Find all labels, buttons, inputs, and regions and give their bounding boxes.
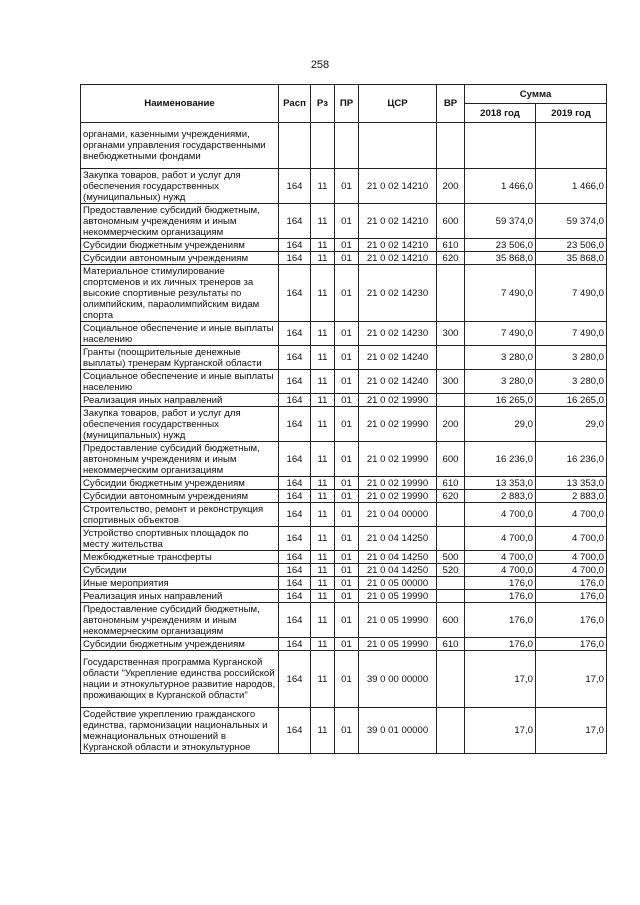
cell-sum-2019: 13 353,0 [536, 477, 607, 490]
cell-sum-2019: 176,0 [536, 577, 607, 590]
cell-name: органами, казенными учреждениями, органами управления государственными внебюджетными фондами [81, 123, 279, 169]
cell-vr [437, 590, 465, 603]
cell-sum-2019: 17,0 [536, 708, 607, 754]
cell-sum-2019: 3 280,0 [536, 370, 607, 394]
cell-vr [437, 265, 465, 322]
cell-sum-2019: 23 506,0 [536, 239, 607, 252]
table-row [81, 708, 607, 754]
cell-name: Межбюджетные трансферты [81, 551, 279, 564]
cell-sum-2019: 7 490,0 [536, 322, 607, 346]
cell-vr: 600 [437, 442, 465, 477]
cell-pr: 01 [335, 239, 359, 252]
cell-sum-2018: 7 490,0 [465, 322, 536, 346]
cell-sum-2019: 59 374,0 [536, 204, 607, 239]
cell-pr: 01 [335, 577, 359, 590]
cell-sum-2018: 4 700,0 [465, 503, 536, 527]
header-name: Наименование [81, 85, 279, 123]
cell-sum-2019: 4 700,0 [536, 503, 607, 527]
table-row [81, 204, 607, 239]
cell-rz: 11 [311, 322, 335, 346]
cell-rasp: 164 [279, 527, 311, 551]
cell-rz: 11 [311, 490, 335, 503]
cell-sum-2018: 16 236,0 [465, 442, 536, 477]
cell-sum-2019: 16 265,0 [536, 394, 607, 407]
cell-csr: 21 0 05 19990 [359, 603, 437, 638]
cell-csr: 21 0 02 19990 [359, 490, 437, 503]
header-2019: 2019 год [536, 104, 607, 123]
cell-vr [437, 394, 465, 407]
table-row [81, 169, 607, 204]
cell-sum-2018: 3 280,0 [465, 370, 536, 394]
cell-rz: 11 [311, 265, 335, 322]
cell-name: Субсидии бюджетным учреждениям [81, 477, 279, 490]
cell-rz [311, 123, 335, 169]
cell-sum-2018: 176,0 [465, 577, 536, 590]
cell-sum-2018: 13 353,0 [465, 477, 536, 490]
cell-rasp: 164 [279, 564, 311, 577]
cell-pr: 01 [335, 551, 359, 564]
cell-csr: 21 0 04 14250 [359, 564, 437, 577]
cell-rz: 11 [311, 346, 335, 370]
header-rasp: Расп [279, 85, 311, 123]
cell-pr: 01 [335, 564, 359, 577]
cell-pr: 01 [335, 527, 359, 551]
cell-rasp: 164 [279, 204, 311, 239]
cell-csr: 21 0 02 14240 [359, 370, 437, 394]
header-csr: ЦСР [359, 85, 437, 123]
cell-rasp: 164 [279, 651, 311, 708]
cell-pr: 01 [335, 322, 359, 346]
cell-csr [359, 123, 437, 169]
cell-pr [335, 123, 359, 169]
cell-name: Содействие укреплению гражданского единства, гармонизации национальных и межнациональных отношений в Курганской области и этнокультурное [81, 708, 279, 754]
cell-pr: 01 [335, 638, 359, 651]
cell-csr: 21 0 04 14250 [359, 527, 437, 551]
cell-sum-2018: 176,0 [465, 603, 536, 638]
cell-rz: 11 [311, 551, 335, 564]
cell-sum-2019: 17,0 [536, 651, 607, 708]
cell-name: Иные мероприятия [81, 577, 279, 590]
cell-rasp: 164 [279, 577, 311, 590]
cell-pr: 01 [335, 394, 359, 407]
cell-name: Субсидии автономным учреждениям [81, 252, 279, 265]
cell-rz: 11 [311, 204, 335, 239]
cell-rasp: 164 [279, 638, 311, 651]
cell-pr: 01 [335, 265, 359, 322]
cell-sum-2018: 17,0 [465, 708, 536, 754]
cell-rasp: 164 [279, 265, 311, 322]
cell-sum-2018: 176,0 [465, 638, 536, 651]
cell-csr: 21 0 02 14240 [359, 346, 437, 370]
header-2018: 2018 год [465, 104, 536, 123]
table-row [81, 123, 607, 169]
cell-sum-2019: 35 868,0 [536, 252, 607, 265]
cell-sum-2018: 4 700,0 [465, 527, 536, 551]
table-row [81, 394, 607, 407]
cell-rasp: 164 [279, 252, 311, 265]
table-body [81, 123, 607, 754]
table-row [81, 239, 607, 252]
cell-pr: 01 [335, 252, 359, 265]
cell-vr [437, 123, 465, 169]
cell-sum-2019 [536, 123, 607, 169]
cell-csr: 21 0 02 14230 [359, 322, 437, 346]
table-row [81, 477, 607, 490]
cell-vr: 600 [437, 204, 465, 239]
cell-vr: 300 [437, 370, 465, 394]
cell-pr: 01 [335, 651, 359, 708]
page-number: 258 [310, 59, 330, 71]
cell-sum-2019: 1 466,0 [536, 169, 607, 204]
cell-sum-2018: 176,0 [465, 590, 536, 603]
table-header [81, 85, 607, 123]
cell-sum-2019: 4 700,0 [536, 564, 607, 577]
cell-sum-2019: 3 280,0 [536, 346, 607, 370]
cell-rasp: 164 [279, 477, 311, 490]
cell-vr: 620 [437, 490, 465, 503]
cell-sum-2019: 4 700,0 [536, 527, 607, 551]
cell-csr: 21 0 05 19990 [359, 638, 437, 651]
cell-pr: 01 [335, 346, 359, 370]
cell-sum-2018: 35 868,0 [465, 252, 536, 265]
table-row [81, 564, 607, 577]
budget-table [80, 84, 607, 754]
cell-sum-2018: 16 265,0 [465, 394, 536, 407]
cell-rz: 11 [311, 407, 335, 442]
cell-sum-2018: 7 490,0 [465, 265, 536, 322]
cell-rz: 11 [311, 603, 335, 638]
cell-name: Социальное обеспечение и иные выплаты населению [81, 322, 279, 346]
cell-csr: 21 0 02 14210 [359, 204, 437, 239]
cell-rz: 11 [311, 638, 335, 651]
table-row [81, 490, 607, 503]
cell-vr [437, 708, 465, 754]
cell-rasp: 164 [279, 394, 311, 407]
cell-name: Закупка товаров, работ и услуг для обеспечения государственных (муниципальных) нужд [81, 169, 279, 204]
cell-pr: 01 [335, 477, 359, 490]
cell-name: Предоставление субсидий бюджетным, автономным учреждениям и иным некоммерческим организациям [81, 442, 279, 477]
cell-vr [437, 527, 465, 551]
table-row [81, 638, 607, 651]
cell-sum-2018: 1 466,0 [465, 169, 536, 204]
cell-vr: 500 [437, 551, 465, 564]
cell-pr: 01 [335, 370, 359, 394]
cell-csr: 21 0 02 19990 [359, 394, 437, 407]
cell-rz: 11 [311, 590, 335, 603]
cell-rz: 11 [311, 169, 335, 204]
cell-sum-2018: 2 883,0 [465, 490, 536, 503]
cell-name: Гранты (поощрительные денежные выплаты) тренерам Курганской области [81, 346, 279, 370]
cell-rasp: 164 [279, 407, 311, 442]
cell-pr: 01 [335, 407, 359, 442]
cell-vr: 200 [437, 407, 465, 442]
cell-rz: 11 [311, 252, 335, 265]
cell-rz: 11 [311, 564, 335, 577]
cell-vr: 600 [437, 603, 465, 638]
cell-sum-2019: 2 883,0 [536, 490, 607, 503]
table-row [81, 370, 607, 394]
cell-name: Социальное обеспечение и иные выплаты населению [81, 370, 279, 394]
cell-name: Закупка товаров, работ и услуг для обеспечения государственных (муниципальных) нужд [81, 407, 279, 442]
cell-rasp [279, 123, 311, 169]
cell-pr: 01 [335, 590, 359, 603]
cell-csr: 21 0 04 14250 [359, 551, 437, 564]
cell-vr [437, 346, 465, 370]
cell-sum-2018: 3 280,0 [465, 346, 536, 370]
cell-vr [437, 503, 465, 527]
cell-rz: 11 [311, 708, 335, 754]
cell-name: Субсидии бюджетным учреждениям [81, 239, 279, 252]
cell-csr: 21 0 05 19990 [359, 590, 437, 603]
cell-vr: 300 [437, 322, 465, 346]
cell-sum-2018: 29,0 [465, 407, 536, 442]
cell-name: Материальное стимулирование спортсменов и их личных тренеров за высокие спортивные результаты по олимпийским, параолимпийским видам спорта [81, 265, 279, 322]
table-row [81, 265, 607, 322]
cell-rz: 11 [311, 370, 335, 394]
cell-sum-2018 [465, 123, 536, 169]
cell-csr: 21 0 05 00000 [359, 577, 437, 590]
cell-sum-2018: 17,0 [465, 651, 536, 708]
cell-csr: 39 0 00 00000 [359, 651, 437, 708]
cell-csr: 21 0 02 14210 [359, 169, 437, 204]
cell-rasp: 164 [279, 169, 311, 204]
header-vr: ВР [437, 85, 465, 123]
table-row [81, 577, 607, 590]
cell-name: Устройство спортивных площадок по месту жительства [81, 527, 279, 551]
table-row [81, 346, 607, 370]
cell-rz: 11 [311, 394, 335, 407]
cell-sum-2018: 4 700,0 [465, 551, 536, 564]
table-row [81, 527, 607, 551]
cell-rz: 11 [311, 527, 335, 551]
cell-vr: 520 [437, 564, 465, 577]
cell-rasp: 164 [279, 442, 311, 477]
cell-csr: 21 0 02 19990 [359, 442, 437, 477]
header-pr: ПР [335, 85, 359, 123]
cell-csr: 21 0 04 00000 [359, 503, 437, 527]
cell-pr: 01 [335, 708, 359, 754]
cell-name: Субсидии [81, 564, 279, 577]
cell-vr [437, 577, 465, 590]
cell-sum-2018: 59 374,0 [465, 204, 536, 239]
cell-sum-2019: 16 236,0 [536, 442, 607, 477]
cell-name: Субсидии бюджетным учреждениям [81, 638, 279, 651]
table-row [81, 503, 607, 527]
cell-name: Субсидии автономным учреждениям [81, 490, 279, 503]
cell-rasp: 164 [279, 590, 311, 603]
cell-sum-2019: 4 700,0 [536, 551, 607, 564]
table-row [81, 322, 607, 346]
cell-vr: 620 [437, 252, 465, 265]
cell-rasp: 164 [279, 603, 311, 638]
cell-sum-2019: 176,0 [536, 590, 607, 603]
cell-sum-2019: 29,0 [536, 407, 607, 442]
cell-vr: 610 [437, 638, 465, 651]
cell-rasp: 164 [279, 708, 311, 754]
table-row [81, 651, 607, 708]
cell-rasp: 164 [279, 370, 311, 394]
cell-csr: 21 0 02 14230 [359, 265, 437, 322]
table-row [81, 407, 607, 442]
table-row [81, 603, 607, 638]
cell-sum-2019: 176,0 [536, 603, 607, 638]
cell-sum-2019: 176,0 [536, 638, 607, 651]
table-row [81, 551, 607, 564]
cell-name: Предоставление субсидий бюджетным, автономным учреждениям и иным некоммерческим организациям [81, 603, 279, 638]
cell-vr: 200 [437, 169, 465, 204]
cell-rz: 11 [311, 577, 335, 590]
cell-rz: 11 [311, 442, 335, 477]
cell-pr: 01 [335, 503, 359, 527]
cell-pr: 01 [335, 603, 359, 638]
cell-rasp: 164 [279, 503, 311, 527]
table-row [81, 442, 607, 477]
cell-rasp: 164 [279, 239, 311, 252]
cell-name: Строительство, ремонт и реконструкция спортивных объектов [81, 503, 279, 527]
cell-name: Реализация иных направлений [81, 394, 279, 407]
cell-rz: 11 [311, 503, 335, 527]
cell-sum-2018: 23 506,0 [465, 239, 536, 252]
cell-name: Государственная программа Курганской области "Укрепление единства российской нации и этнокультурное развитие народов, проживающих в Курганской области" [81, 651, 279, 708]
header-sum: Сумма [465, 85, 607, 104]
cell-rasp: 164 [279, 322, 311, 346]
cell-pr: 01 [335, 204, 359, 239]
table-row [81, 590, 607, 603]
cell-csr: 39 0 01 00000 [359, 708, 437, 754]
cell-name: Реализация иных направлений [81, 590, 279, 603]
cell-vr: 610 [437, 477, 465, 490]
cell-rz: 11 [311, 477, 335, 490]
cell-rasp: 164 [279, 346, 311, 370]
cell-csr: 21 0 02 19990 [359, 407, 437, 442]
cell-csr: 21 0 02 14210 [359, 252, 437, 265]
table-row [81, 252, 607, 265]
cell-rz: 11 [311, 651, 335, 708]
cell-vr [437, 651, 465, 708]
cell-pr: 01 [335, 490, 359, 503]
cell-csr: 21 0 02 14210 [359, 239, 437, 252]
cell-sum-2018: 4 700,0 [465, 564, 536, 577]
cell-sum-2019: 7 490,0 [536, 265, 607, 322]
cell-pr: 01 [335, 169, 359, 204]
cell-rasp: 164 [279, 551, 311, 564]
cell-vr: 610 [437, 239, 465, 252]
cell-rz: 11 [311, 239, 335, 252]
header-rz: Рз [311, 85, 335, 123]
cell-pr: 01 [335, 442, 359, 477]
cell-csr: 21 0 02 19990 [359, 477, 437, 490]
cell-rasp: 164 [279, 490, 311, 503]
cell-name: Предоставление субсидий бюджетным, автономным учреждениям и иным некоммерческим организациям [81, 204, 279, 239]
